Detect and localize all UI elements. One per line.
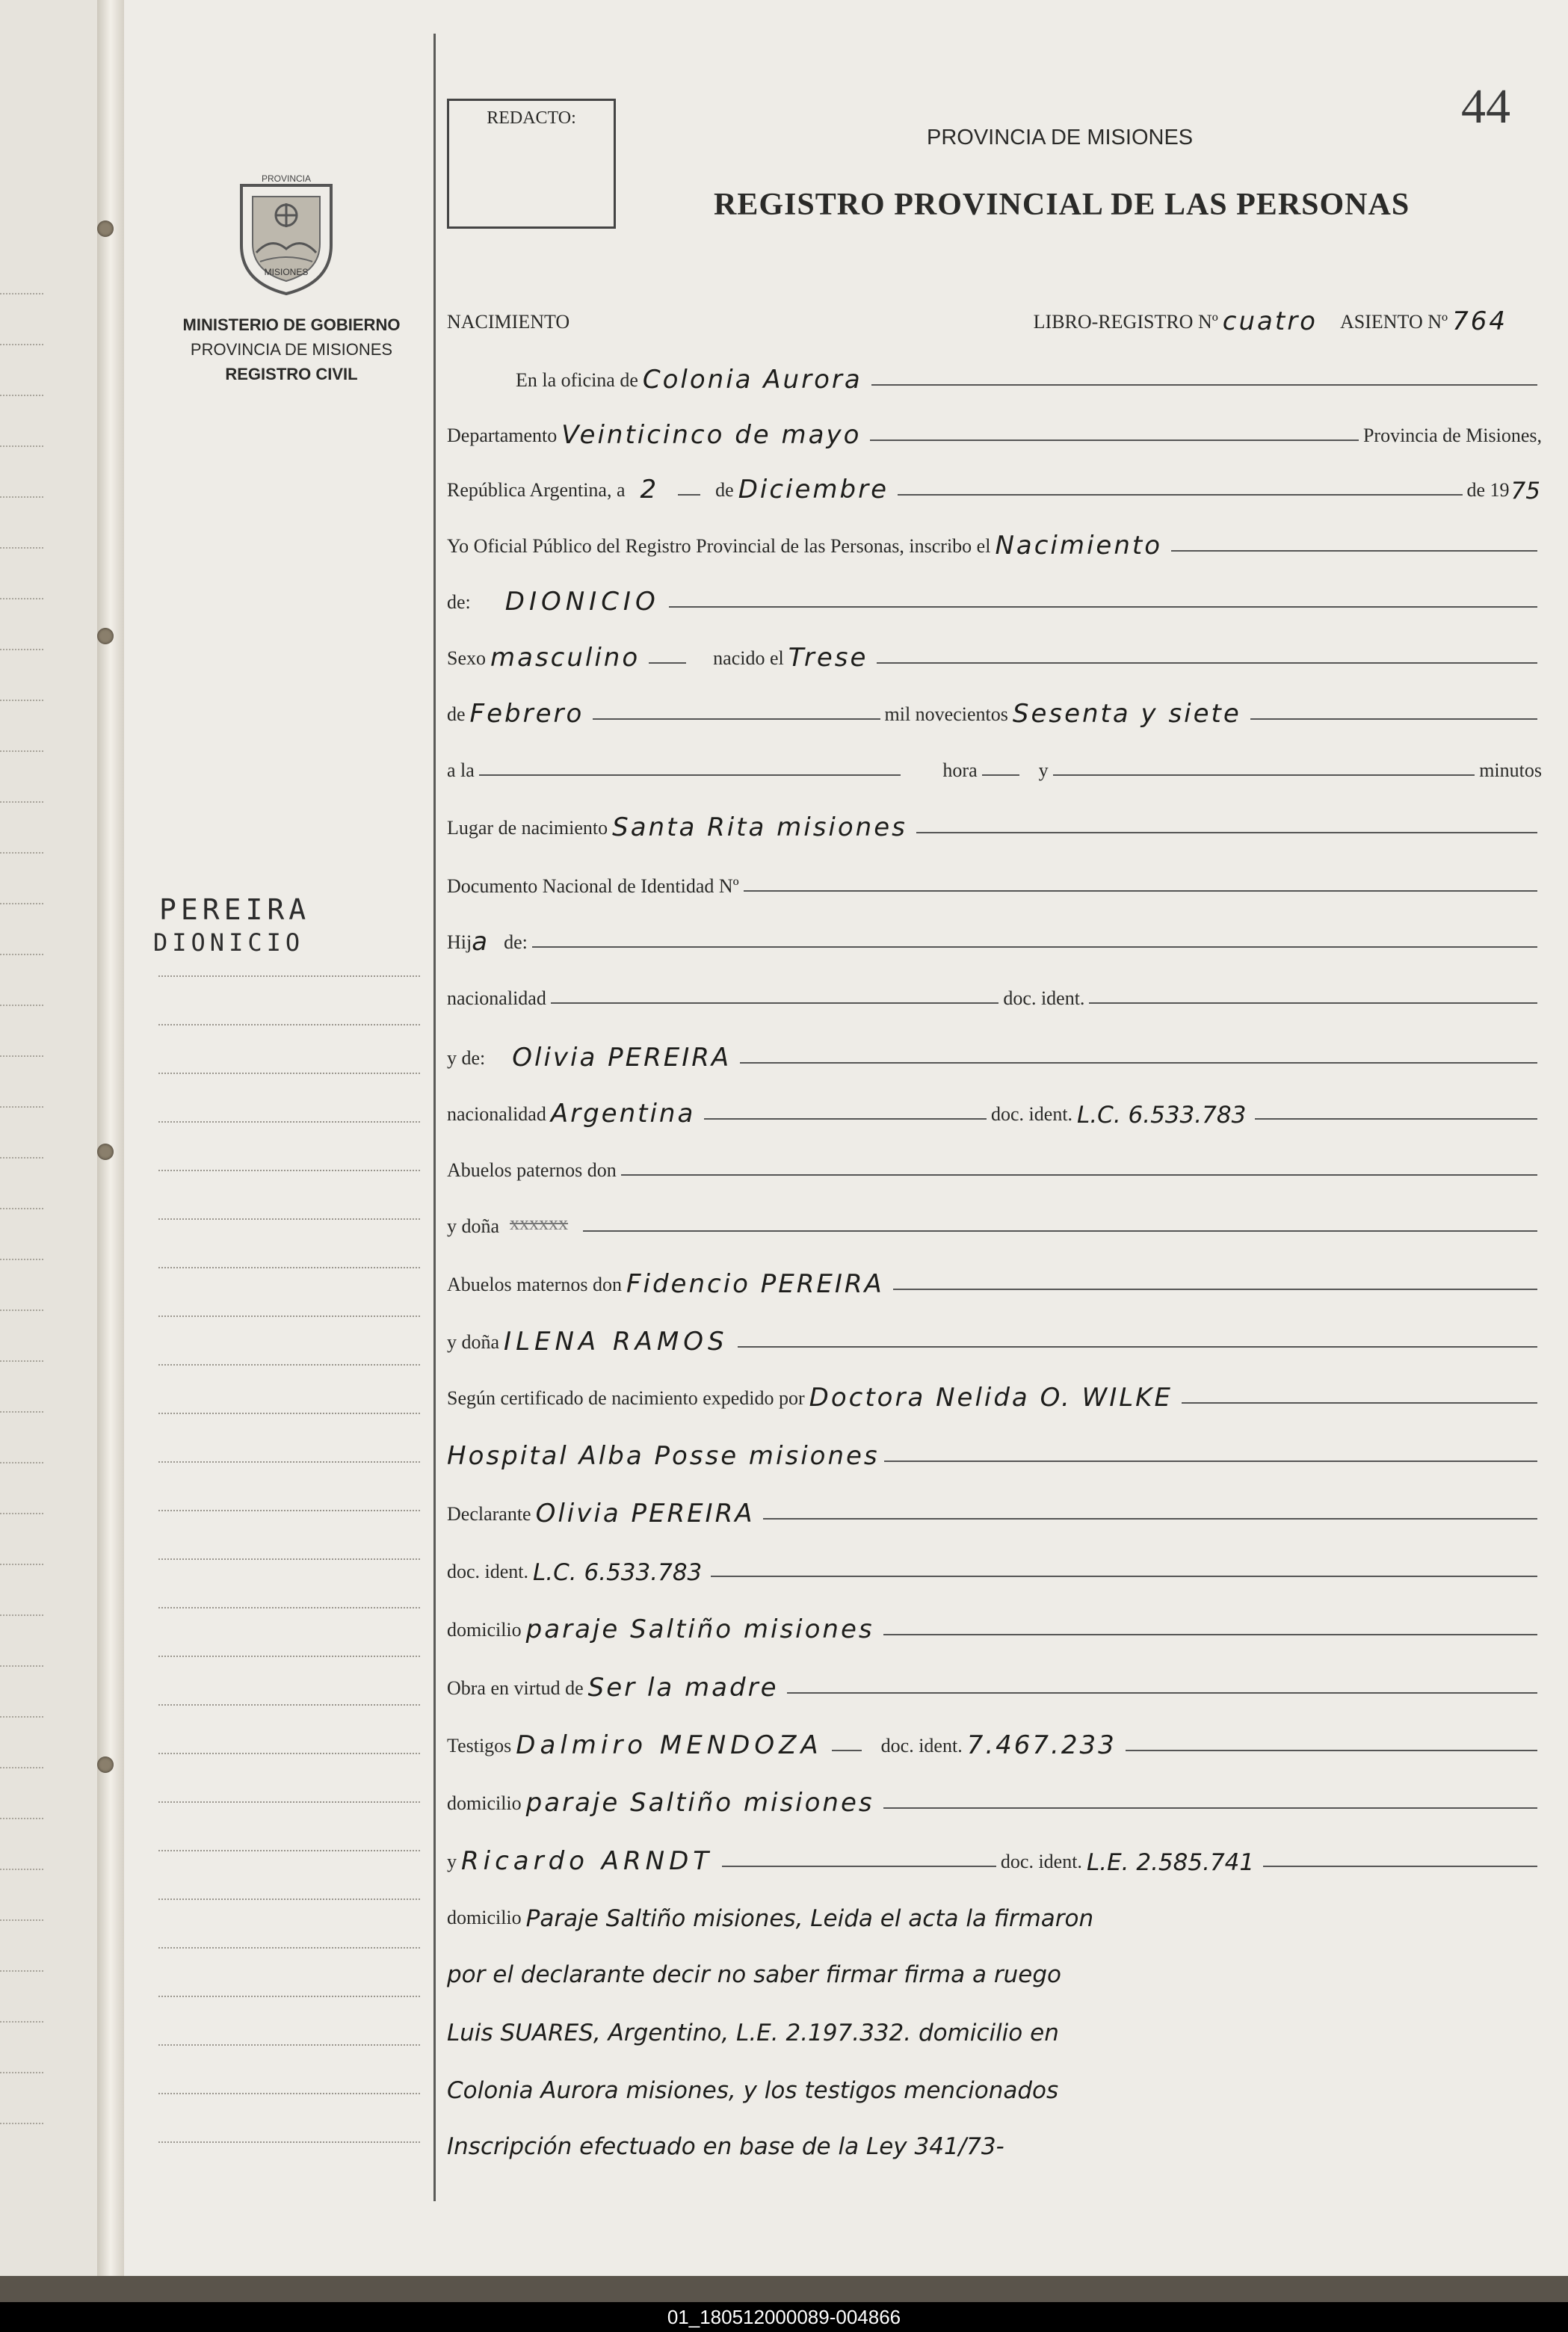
row-dni bbox=[447, 856, 1542, 901]
row-sexo bbox=[447, 628, 1542, 673]
row-madre-nac bbox=[447, 1084, 1542, 1129]
row-decl-domicilio bbox=[447, 1600, 1542, 1644]
testigo-2-domicilio-value: Paraje Saltiño misiones, Leida el acta la firmaron bbox=[525, 1905, 1094, 1932]
abuela-materna-value: ILENA RAMOS bbox=[504, 1327, 729, 1357]
declarante-doc-value: L.C. 6.533.783 bbox=[533, 1559, 703, 1586]
a-la-label: a la bbox=[447, 759, 475, 781]
nac-anio-value: Sesenta y siete bbox=[1012, 699, 1241, 729]
certificado-label: Según certificado de nacimiento expedido por bbox=[447, 1387, 805, 1409]
hija-label: Hij bbox=[447, 931, 472, 953]
image-caption: 01_180512000089-004866 bbox=[0, 2302, 1568, 2332]
margin-annotation bbox=[153, 893, 310, 959]
ministry-line-2: PROVINCIA DE MISIONES bbox=[190, 340, 393, 359]
row-madre bbox=[447, 1028, 1542, 1073]
row-abuelos-mat bbox=[447, 1254, 1542, 1299]
lugar-label: Lugar de nacimiento bbox=[447, 817, 608, 839]
notes-line-1: por el declarante decir no saber firmar firma a ruego bbox=[447, 1961, 1061, 1988]
declarante-value: Olivia PEREIRA bbox=[535, 1499, 755, 1529]
row-notes-4 bbox=[447, 2115, 1542, 2160]
page-edge bbox=[0, 2276, 1568, 2302]
nac-mes-value: Febrero bbox=[469, 699, 584, 729]
minutos-label: minutos bbox=[1479, 759, 1542, 781]
redacto-label: REDACTO: bbox=[487, 108, 576, 128]
de-mes-label: de bbox=[447, 703, 466, 725]
row-hija bbox=[447, 912, 1542, 957]
oficina-label: En la oficina de bbox=[516, 369, 638, 391]
row-libro bbox=[447, 292, 1542, 336]
obra-value: Ser la madre bbox=[587, 1673, 779, 1703]
testigo-2-doc-label: doc. ident. bbox=[1000, 1851, 1082, 1872]
anio-value: 75 bbox=[1510, 478, 1540, 505]
anio-label: de 19 bbox=[1466, 479, 1510, 501]
libro-value: cuatro bbox=[1222, 306, 1318, 336]
testigo-1-domicilio-label: domicilio bbox=[447, 1792, 522, 1814]
departamento-label: Departamento bbox=[447, 425, 558, 446]
testigo-1-doc-value: 7.467.233 bbox=[966, 1730, 1117, 1760]
declarante-label: Declarante bbox=[447, 1503, 531, 1525]
hija-de-label: de: bbox=[504, 931, 528, 953]
nombre-value: DIONICIO bbox=[504, 587, 660, 617]
row-fecha bbox=[447, 460, 1542, 505]
row-padre-nac bbox=[447, 968, 1542, 1013]
seal-top-text: PROVINCIA bbox=[261, 173, 312, 184]
departamento-value: Veinticinco de mayo bbox=[561, 420, 862, 450]
row-abuelos-pat bbox=[447, 1140, 1542, 1185]
sexo-value: masculino bbox=[490, 643, 641, 673]
asiento-value: 764 bbox=[1452, 306, 1507, 336]
ministry-block bbox=[157, 312, 426, 386]
padre-nacionalidad-label: nacionalidad bbox=[447, 987, 546, 1009]
notes-line-2: Luis SUARES, Argentino, L.E. 2.197.332. domicilio en bbox=[447, 2020, 1059, 2046]
madre-doc-value: L.C. 6.533.783 bbox=[1077, 1102, 1247, 1129]
dia-value: 2 bbox=[640, 475, 659, 505]
testigo-1-value: Dalmiro MENDOZA bbox=[516, 1730, 823, 1760]
margin-surname: PEREIRA bbox=[159, 893, 311, 926]
row-testigo-2 bbox=[447, 1831, 1542, 1876]
row-notes-3 bbox=[447, 2059, 1542, 2104]
madre-doc-label: doc. ident. bbox=[991, 1103, 1073, 1125]
hora-label: hora bbox=[942, 759, 978, 781]
ministry-line-1: MINISTERIO DE GOBIERNO bbox=[182, 315, 401, 334]
ministry-line-3: REGISTRO CIVIL bbox=[225, 365, 358, 383]
row-nombre bbox=[447, 572, 1542, 617]
row-nac-fecha bbox=[447, 684, 1542, 729]
notes-line-4: Inscripción efectuado en base de la Ley 341/73- bbox=[447, 2133, 1004, 2160]
testigo-1-doc-label: doc. ident. bbox=[880, 1735, 963, 1756]
madre-value: Olivia PEREIRA bbox=[512, 1043, 732, 1073]
testigo-1-domicilio-value: paraje Saltiño misiones bbox=[525, 1788, 874, 1818]
padre-doc-label: doc. ident. bbox=[1003, 987, 1085, 1009]
sexo-label: Sexo bbox=[447, 647, 486, 669]
hospital-value: Hospital Alba Posse misiones bbox=[447, 1441, 880, 1471]
obra-label: Obra en virtud de bbox=[447, 1677, 584, 1699]
row-certificado bbox=[447, 1368, 1542, 1413]
abuela-paterna-label: y doña bbox=[447, 1215, 500, 1237]
row-abuela-pat bbox=[447, 1196, 1542, 1241]
y-de-label: y de: bbox=[447, 1047, 486, 1069]
row-decl-doc bbox=[447, 1541, 1542, 1586]
row-oficina bbox=[447, 350, 1542, 395]
row-notes-1 bbox=[447, 1943, 1542, 1988]
margin-given-name: DIONICIO bbox=[153, 928, 305, 957]
nacido-label: nacido el bbox=[713, 647, 784, 669]
provincia-suffix: Provincia de Misiones, bbox=[1362, 425, 1542, 446]
republica-label: República Argentina, a bbox=[447, 479, 626, 501]
madre-nacionalidad-label: nacionalidad bbox=[447, 1103, 546, 1125]
row-testigo-2-dom bbox=[447, 1887, 1542, 1932]
declarante-domicilio-value: paraje Saltiño misiones bbox=[525, 1614, 874, 1644]
de-label: de bbox=[715, 479, 734, 501]
row-obra bbox=[447, 1658, 1542, 1703]
libro-label: LIBRO-REGISTRO Nº bbox=[1033, 311, 1218, 333]
testigos-label: Testigos bbox=[447, 1735, 512, 1756]
mil-label: mil novecientos bbox=[884, 703, 1008, 725]
notes-line-3: Colonia Aurora misiones, y los testigos mencionados bbox=[447, 2077, 1059, 2104]
mes-value: Diciembre bbox=[738, 475, 889, 505]
row-declarante bbox=[447, 1484, 1542, 1529]
certificado-value: Doctora Nelida O. WILKE bbox=[809, 1383, 1173, 1413]
abuela-materna-label: y doña bbox=[447, 1331, 500, 1353]
y-testigo-label: y bbox=[447, 1851, 457, 1872]
row-hospital bbox=[447, 1426, 1542, 1471]
testigo-2-value: Ricardo ARNDT bbox=[461, 1846, 714, 1876]
declarante-doc-label: doc. ident. bbox=[447, 1561, 529, 1582]
row-oficial bbox=[447, 516, 1542, 561]
folio-number: 44 bbox=[1461, 79, 1510, 134]
de-colon-label: de: bbox=[447, 591, 471, 613]
row-testigo-1 bbox=[447, 1715, 1542, 1760]
asiento-label: ASIENTO Nº bbox=[1340, 311, 1448, 333]
row-lugar bbox=[447, 798, 1542, 842]
lugar-value: Santa Rita misiones bbox=[612, 812, 907, 842]
oficina-value: Colonia Aurora bbox=[642, 365, 862, 395]
abuelos-paternos-label: Abuelos paternos don bbox=[447, 1159, 617, 1181]
seal-bottom-text: MISIONES bbox=[264, 267, 309, 277]
province-title: PROVINCIA DE MISIONES bbox=[927, 126, 1194, 149]
redacto-box bbox=[447, 99, 616, 229]
row-notes-2 bbox=[447, 2002, 1542, 2046]
nacido-value: Trese bbox=[788, 643, 868, 673]
y-label: y bbox=[1038, 759, 1049, 781]
coat-of-arms-seal bbox=[230, 170, 342, 297]
abuelos-maternos-label: Abuelos maternos don bbox=[447, 1274, 622, 1295]
oficial-value: Nacimiento bbox=[995, 531, 1163, 561]
row-departamento bbox=[447, 405, 1542, 450]
abuela-paterna-struck: xxxxxx bbox=[510, 1212, 569, 1234]
registry-title: REGISTRO PROVINCIAL DE LAS PERSONAS bbox=[714, 188, 1410, 222]
margin-rule bbox=[433, 34, 436, 2201]
hija-suffix: a bbox=[472, 927, 488, 957]
book-binding bbox=[97, 0, 124, 2276]
testigo-2-domicilio-label: domicilio bbox=[447, 1907, 522, 1928]
dni-label: Documento Nacional de Identidad Nº bbox=[447, 875, 739, 897]
declarante-domicilio-label: domicilio bbox=[447, 1619, 522, 1641]
madre-nacionalidad-value: Argentina bbox=[550, 1099, 696, 1129]
nacimiento-heading: NACIMIENTO bbox=[447, 311, 570, 333]
oficial-text: Yo Oficial Público del Registro Provincial de las Personas, inscribo el bbox=[447, 535, 991, 557]
row-hora bbox=[447, 740, 1542, 785]
row-testigo-1-dom bbox=[447, 1773, 1542, 1818]
abuelo-materno-value: Fidencio PEREIRA bbox=[626, 1269, 884, 1299]
testigo-2-doc-value: L.E. 2.585.741 bbox=[1086, 1849, 1255, 1876]
row-abuela-mat bbox=[447, 1312, 1542, 1357]
